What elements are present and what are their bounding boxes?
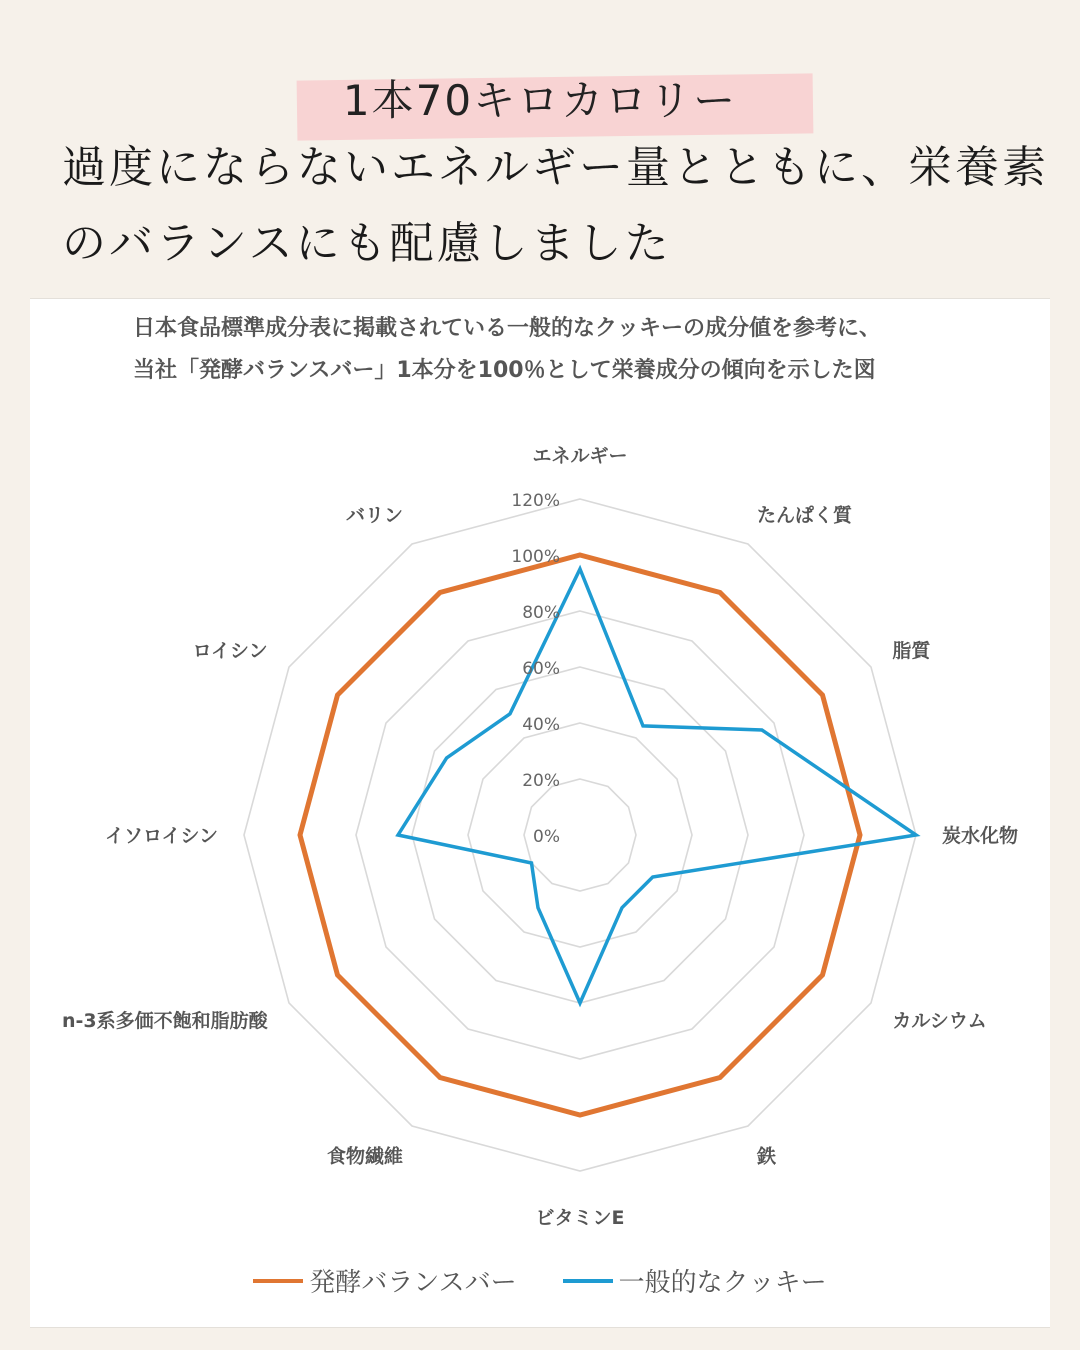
radial-tick-label: 60% [522,659,560,679]
radial-tick-label: 100% [511,547,560,567]
radial-tick-label: 20% [522,771,560,791]
category-label: イソロイシン [105,825,218,847]
radial-tick-label: 40% [522,715,560,735]
category-label: 炭水化物 [942,825,1019,847]
radial-tick-label: 120% [511,491,560,511]
category-label: カルシウム [892,1010,987,1032]
category-label: 鉄 [757,1145,777,1168]
series-line-1 [300,555,860,1115]
headline: 過度にならないエネルギー量とともに、栄養素のバランスにも配慮しました [62,142,1049,269]
radar-series [300,555,916,1115]
legend-label-series-2: 一般的なクッキー [618,1268,827,1298]
legend-label-series-1: 発酵バランスバー [309,1268,517,1298]
category-label: バリン [345,504,403,527]
category-label: 脂質 [892,640,931,662]
category-label: ロイシン [192,640,268,662]
category-label: n-3系多価不飽和脂肪酸 [61,1010,268,1032]
radar-grid [244,499,916,1171]
grid-ring [468,723,692,947]
chart-legend [0,1262,1080,1299]
category-label: たんぱく質 [757,504,853,527]
legend-item-series-2 [563,1262,827,1299]
legend-swatch-series-2 [563,1279,613,1283]
category-label: ビタミンE [535,1207,625,1229]
radial-tick-labels [511,491,560,847]
chart-note-line-2: 当社「発酵バランスバー」1本分を100％として栄養成分の傾向を示した図 [133,358,876,383]
legend-swatch-series-1 [253,1279,303,1283]
legend-item-series-1 [253,1262,516,1299]
category-label: 食物繊維 [326,1145,403,1168]
radial-tick-label: 0% [533,827,560,847]
chart-note-line-1: 日本食品標準成分表に掲載されている一般的なクッキーの成分値を参考に、 [133,316,882,341]
radial-tick-label: 80% [522,603,560,623]
category-label: エネルギー [532,445,628,467]
grid-ring [244,499,916,1171]
grid-ring [300,555,860,1115]
subtitle: 1本70キロカロリー [342,76,738,125]
grid-ring [412,667,748,1003]
grid-ring [356,611,804,1059]
